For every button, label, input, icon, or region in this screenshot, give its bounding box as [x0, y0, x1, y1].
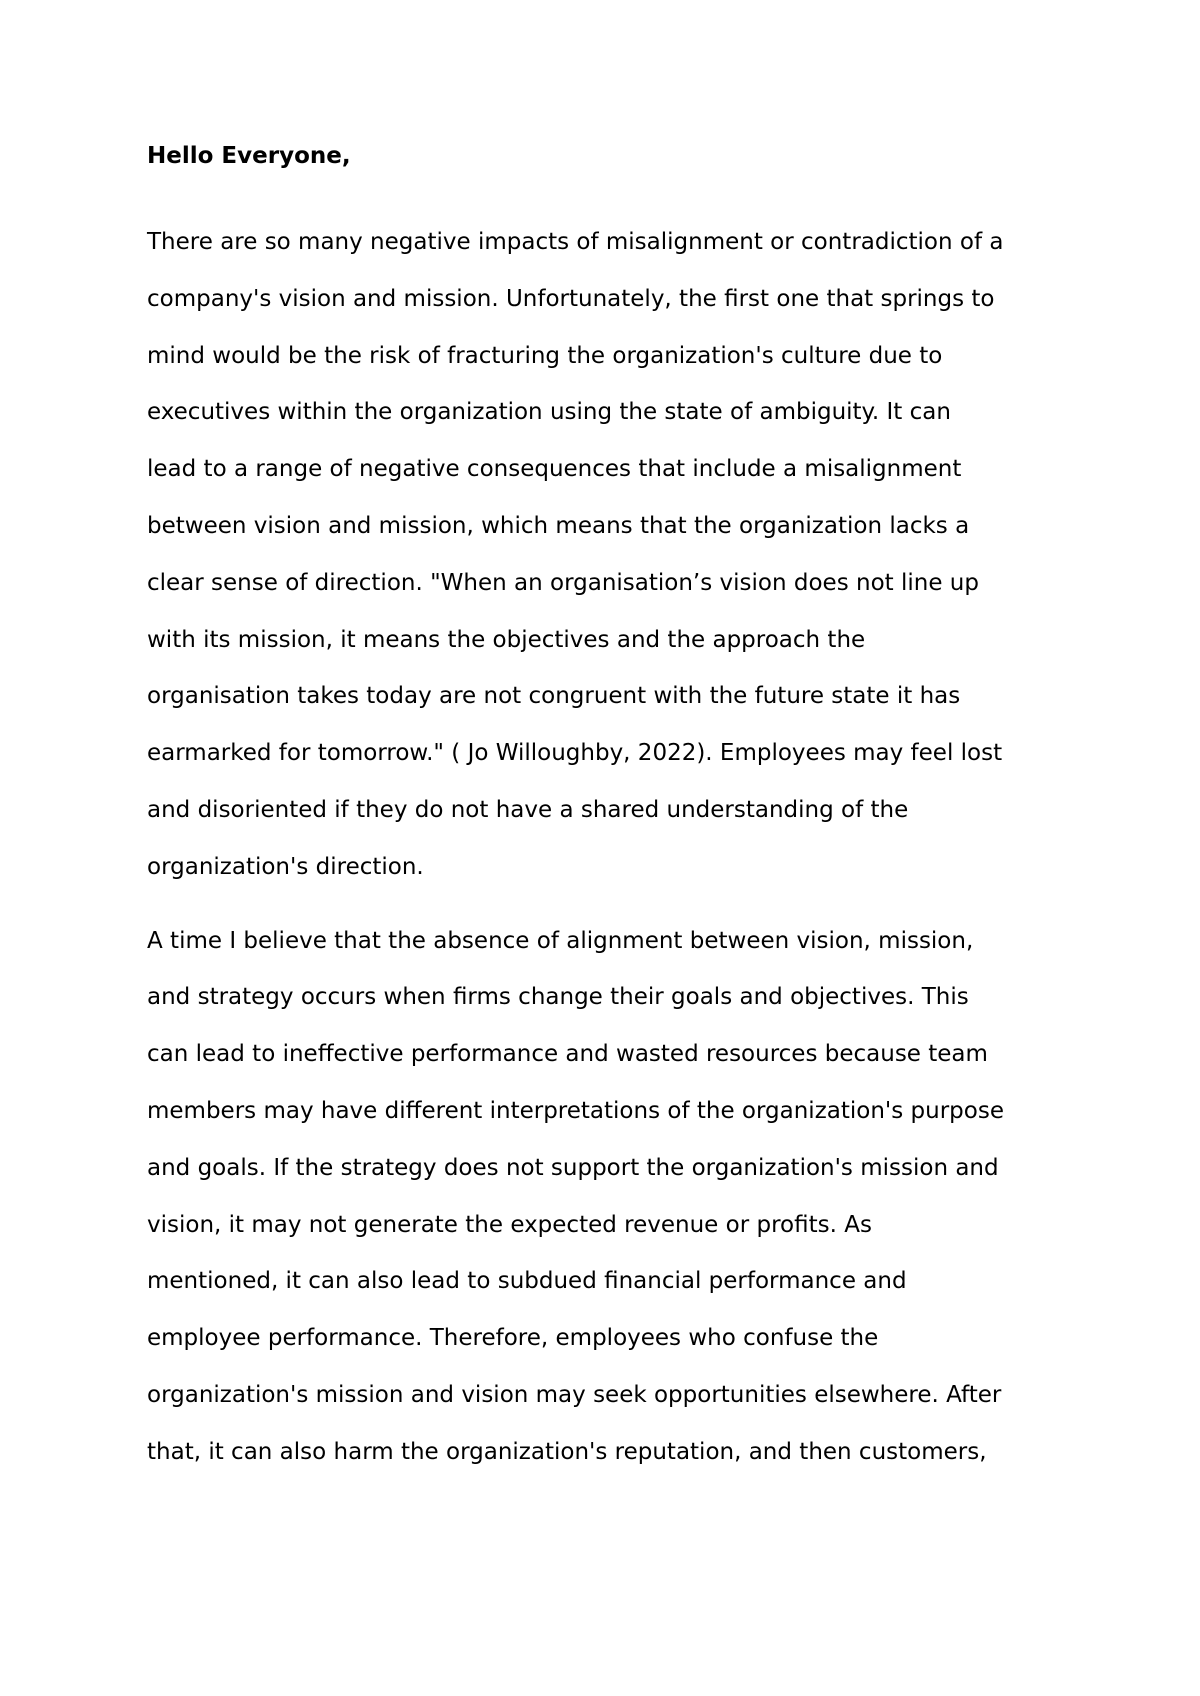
paragraph-line: mentioned, it can also lead to subdued financial performance and — [147, 1268, 907, 1295]
paragraph-line: and disoriented if they do not have a shared understanding of the — [147, 796, 909, 823]
paragraph-line: earmarked for tomorrow." ( Jo Willoughby, 2022). Employees may feel lost — [147, 740, 1003, 767]
paragraph-1 — [147, 214, 1067, 896]
paragraph-line: members may have different interpretations of the organization's purpose — [147, 1097, 1004, 1124]
paragraph-line: lead to a range of negative consequences that include a misalignment — [147, 456, 962, 483]
paragraph-line: can lead to ineffective performance and wasted resources because team — [147, 1041, 988, 1068]
paragraph-line: company's vision and mission. Unfortunately, the first one that springs to — [147, 285, 995, 312]
paragraph-line: organisation takes today are not congruent with the future state it has — [147, 683, 961, 710]
document-page — [147, 139, 1067, 1481]
paragraph-line: with its mission, it means the objectives and the approach the — [147, 626, 866, 653]
paragraph-line: A time I believe that the absence of alignment between vision, mission, — [147, 927, 974, 954]
paragraph-line: There are so many negative impacts of misalignment or contradiction of a — [147, 229, 1004, 255]
paragraph-line: organization's mission and vision may seek opportunities elsewhere. After — [147, 1381, 1002, 1408]
paragraph-line: vision, it may not generate the expected revenue or profits. As — [147, 1211, 872, 1238]
paragraph-line: clear sense of direction. "When an organisation’s vision does not line up — [147, 569, 979, 596]
paragraph-line: mind would be the risk of fracturing the organization's culture due to — [147, 342, 943, 369]
paragraph-line: and strategy occurs when firms change their goals and objectives. This — [147, 984, 969, 1011]
paragraph-line: executives within the organization using the state of ambiguity. It can — [147, 399, 951, 426]
paragraph-2 — [147, 913, 1067, 1481]
paragraph-line: between vision and mission, which means that the organization lacks a — [147, 512, 970, 539]
paragraph-line: and goals. If the strategy does not support the organization's mission and — [147, 1154, 999, 1181]
greeting-heading: Hello Everyone, — [147, 143, 351, 169]
paragraph-line: organization's direction. — [147, 853, 424, 880]
paragraph-line: that, it can also harm the organization's reputation, and then customers, — [147, 1438, 987, 1465]
paragraph-line: employee performance. Therefore, employees who confuse the — [147, 1325, 879, 1352]
